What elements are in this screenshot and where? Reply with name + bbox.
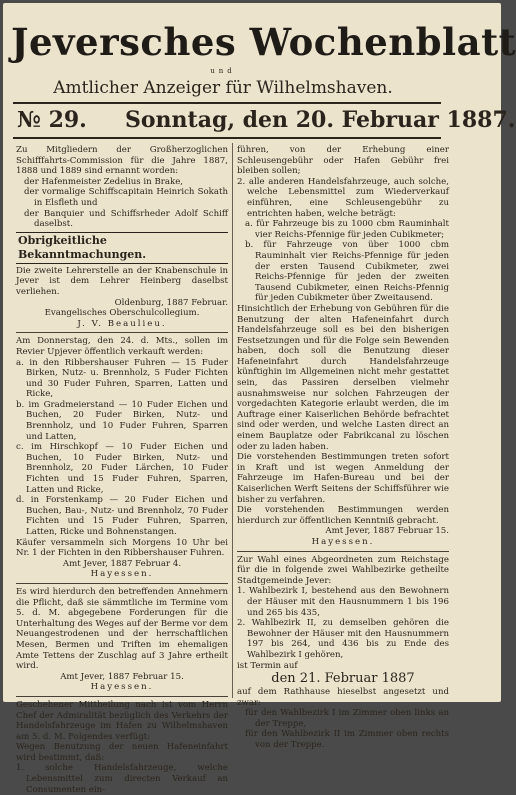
masthead-subtitle: Amtlicher Anzeiger für Wilhelmshaven. <box>53 78 393 98</box>
commission-member-3: der Banquier und Schiffsrheder Adolf Schiff daselbst. <box>24 208 228 230</box>
notice-teacher-place: Oldenburg, 1887 Februar. <box>114 297 228 308</box>
notice-teacher-signature: J. V. Beaulieu. <box>77 318 167 329</box>
notice-commission: Zu Mitgliedern der Großherzoglichen Schifffahrts-Commission für die Jahre 1887, 1888 und 1889 sind ernannt worden: <box>16 145 228 177</box>
right-column <box>237 145 449 751</box>
commission-member-2: der vormalige Schiffscapitain Heinrich Sokath in Elsfleth und <box>24 187 228 208</box>
separator <box>16 696 228 697</box>
timber-signature: Hayessen. <box>90 569 154 580</box>
masthead-und: und <box>210 67 236 75</box>
separator <box>16 583 228 584</box>
election-district-2: 2. Wahlbezirk II, zu demselben gehören die Bewohner der Häuser mit den Hausnummern 197 bis 264, und 436 bis zu Ende des Wahlbezirk I gehören, <box>237 618 449 660</box>
admiralty-item-1: 1. solche Handelsfahrzeuge, welche Lebensmittel zum directen Verkauf an Consumenten ein- <box>16 763 228 795</box>
section-heading: Obrigkeitliche Bekanntmachungen. <box>16 232 228 264</box>
masthead-title: Jeversches Wochenblatt <box>11 20 516 64</box>
timber-meeting: Käufer versammeln sich Morgens 10 Uhr bei Nr. 1 der Fichten in den Ribbershauser Fuhren. <box>16 537 228 559</box>
timber-lot-d: d. in Forstenkamp — 20 Fuder Eichen und Buchen, Bau-, Nutz- und Brennholz, 70 Fuder Fichten und 15 Fuder Fuhren, Sparren, Latten, Ricke und Bohnenstangen. <box>16 495 228 537</box>
election-location: auf dem Rathhause hieselbst angesetzt und zwar: <box>237 687 449 708</box>
masthead-rule-top <box>13 102 441 104</box>
notice-teacher: Die zweite Lehrerstelle an der Knabenschule in Jever ist dem Lehrer Heinberg daselbst verliehen. <box>16 265 228 297</box>
election-term-label: ist Termin auf <box>237 660 298 671</box>
issue-number: № 29. <box>17 107 87 133</box>
admiralty-item-2: 2. alle anderen Handelsfahrzeuge, auch solche, welche Lebensmittel zum Wiederverkauf einführen, eine Schleusengebühr zu entrichten haben, welche beträgt: <box>237 176 449 219</box>
admiralty-item-1-cont: führen, von der Erhebung einer Schleusengebühr oder Hafen Gebühr frei bleiben sollen; <box>237 145 449 177</box>
left-column <box>16 145 228 795</box>
masthead-rule-bottom <box>13 137 441 139</box>
admiralty-item-2a: a. für Fahrzeuge bis zu 1000 cbm Rauminhalt vier Reichs-Pfennige für jeden Cubikmeter; <box>245 219 449 240</box>
timber-lot-b: b. im Gradmeierstand — 10 Fuder Eichen und Buchen, 20 Fuder Birken, Nutz- und Brennholz, und 10 Fuder Fuhren, Sparren und Latten, <box>16 399 228 442</box>
admiralty-place: Amt Jever, 1887 Februar 15. <box>325 526 449 537</box>
election-room-1: für den Wahlbezirk I im Zimmer oben links an der Treppe, <box>245 708 449 729</box>
election-room-2: für den Wahlbezirk II im Zimmer oben rechts von der Treppe. <box>245 729 449 751</box>
road-place: Amt Jever, 1887 Februar 15. <box>60 671 184 682</box>
election-district-1: 1. Wahlbezirk I, bestehend aus den Bewohnern der Häuser mit den Hausnummern 1 bis 196 und 265 bis 435, <box>237 586 449 618</box>
notice-teacher-office: Evangelisches Oberschulcollegium. <box>44 308 200 319</box>
admiralty-harbour: Wegen Benutzung der neuen Hafeneinfahrt wird bestimmt, daß: <box>16 742 228 763</box>
road-signature: Hayessen. <box>90 682 154 693</box>
notice-election: Zur Wahl eines Abgeordneten zum Reichstage für die in folgende zwei Wahlbezirke getheilte Stadtgemeinde Jever: <box>237 554 449 586</box>
column-divider <box>232 143 233 698</box>
separator <box>237 551 449 552</box>
admiralty-publication: Die vorstehenden Bestimmungen werden hierdurch zur öffentlichen Kenntniß gebracht. <box>237 505 449 526</box>
issue-date: Sonntag, den 20. Februar 1887. <box>125 107 516 133</box>
notice-admiralty: Geschehener Mittheilung nach ist vom Herrn Chef der Admiralität bezüglich des Verkehrs der Handelsfahrzeuge im Hafen zu Wilhelmshaven am 5. d. M. Folgendes verfügt: <box>16 699 228 742</box>
timber-lot-c: c. im Hirschkopf — 10 Fuder Eichen und Buchen, 10 Fuder Birken, Nutz- und Brennholz, 20 Fuder Lärchen, 10 Fuder Fichten und 15 Fuder Fuhren, Sparren, Latten und Ricke, <box>16 442 228 495</box>
notice-timber-sale: Am Donnerstag, den 24. d. Mts., sollen im Revier Upjever öffentlich verkauft werden: <box>16 336 228 357</box>
timber-place: Amt Jever, 1887 Februar 4. <box>62 558 182 569</box>
newspaper-page <box>3 3 516 795</box>
commission-member-1: der Hafenmeister Zedelius in Brake, <box>24 176 184 187</box>
admiralty-item-2b: b. für Fahrzeuge von über 1000 cbm Rauminhalt vier Reichs-Pfennige für jeden der ersten Tausend Cubikmeter, zwei Reichs-Pfennige für jeden der zweiten Tausend Cubikmeter, einen Reichs-Pfennig für jeden Cubikmeter über Zweitausend. <box>245 240 449 304</box>
admiralty-old-entrance: Hinsichtlich der Erhebung von Gebühren für die Benutzung der alten Hafeneinfahrt durch Handelsfahrzeuge soll es bei den bisherigen Festsetzungen und für die Folge sein Bewenden haben, doch soll die Benutzung dieser Hafeneinfahrt durch Handelsfahrzeuge künftighin im Allgemeinen nicht mehr gestattet sein, das Passiren derselben vielmehr ausnahmsweise nur solchen Fahrzeugen der vorgedachten Kategorie erlaubt werden, die im Auftrage einer Kaiserlichen Behörde befrachtet sind oder werden, und welche Lasten direct an einem Bauplatze oder Fabrikcanal zu löschen oder zu laden haben. <box>237 303 449 452</box>
notice-road-maintenance: Es wird hierdurch den betreffenden Annehmern die Pflicht, daß sie sämmtliche im Termine vom 5. d. M. abgegebene Forderungen für die Unterhaltung des Weges auf der Berme vor dem Neuangestrodenen und der herrschaftlichen Mesen, Bermen und Triften im ehemaligen Amte Tettens der Zuschlag auf 3 Jahre ertheilt wird. <box>16 586 228 672</box>
admiralty-signature: Hayessen. <box>311 536 375 547</box>
admiralty-in-force: Die vorstehenden Bestimmungen treten sofort in Kraft und ist wegen Anmeldung der Fahrzeuge im Hafen-Bureau und bei der Kaiserlichen Werft Seitens der Schiffsführer wie bisher zu verfahren. <box>237 452 449 505</box>
separator <box>16 332 228 333</box>
election-date: den 21. Februar 1887 <box>271 671 415 687</box>
timber-lot-a: a. in den Ribbershauser Fuhren — 15 Fuder Birken, Nutz- u. Brennholz, 5 Fuder Fichten und 30 Fuder Fuhren, Sparren, Latten und Ricke, <box>16 357 228 400</box>
